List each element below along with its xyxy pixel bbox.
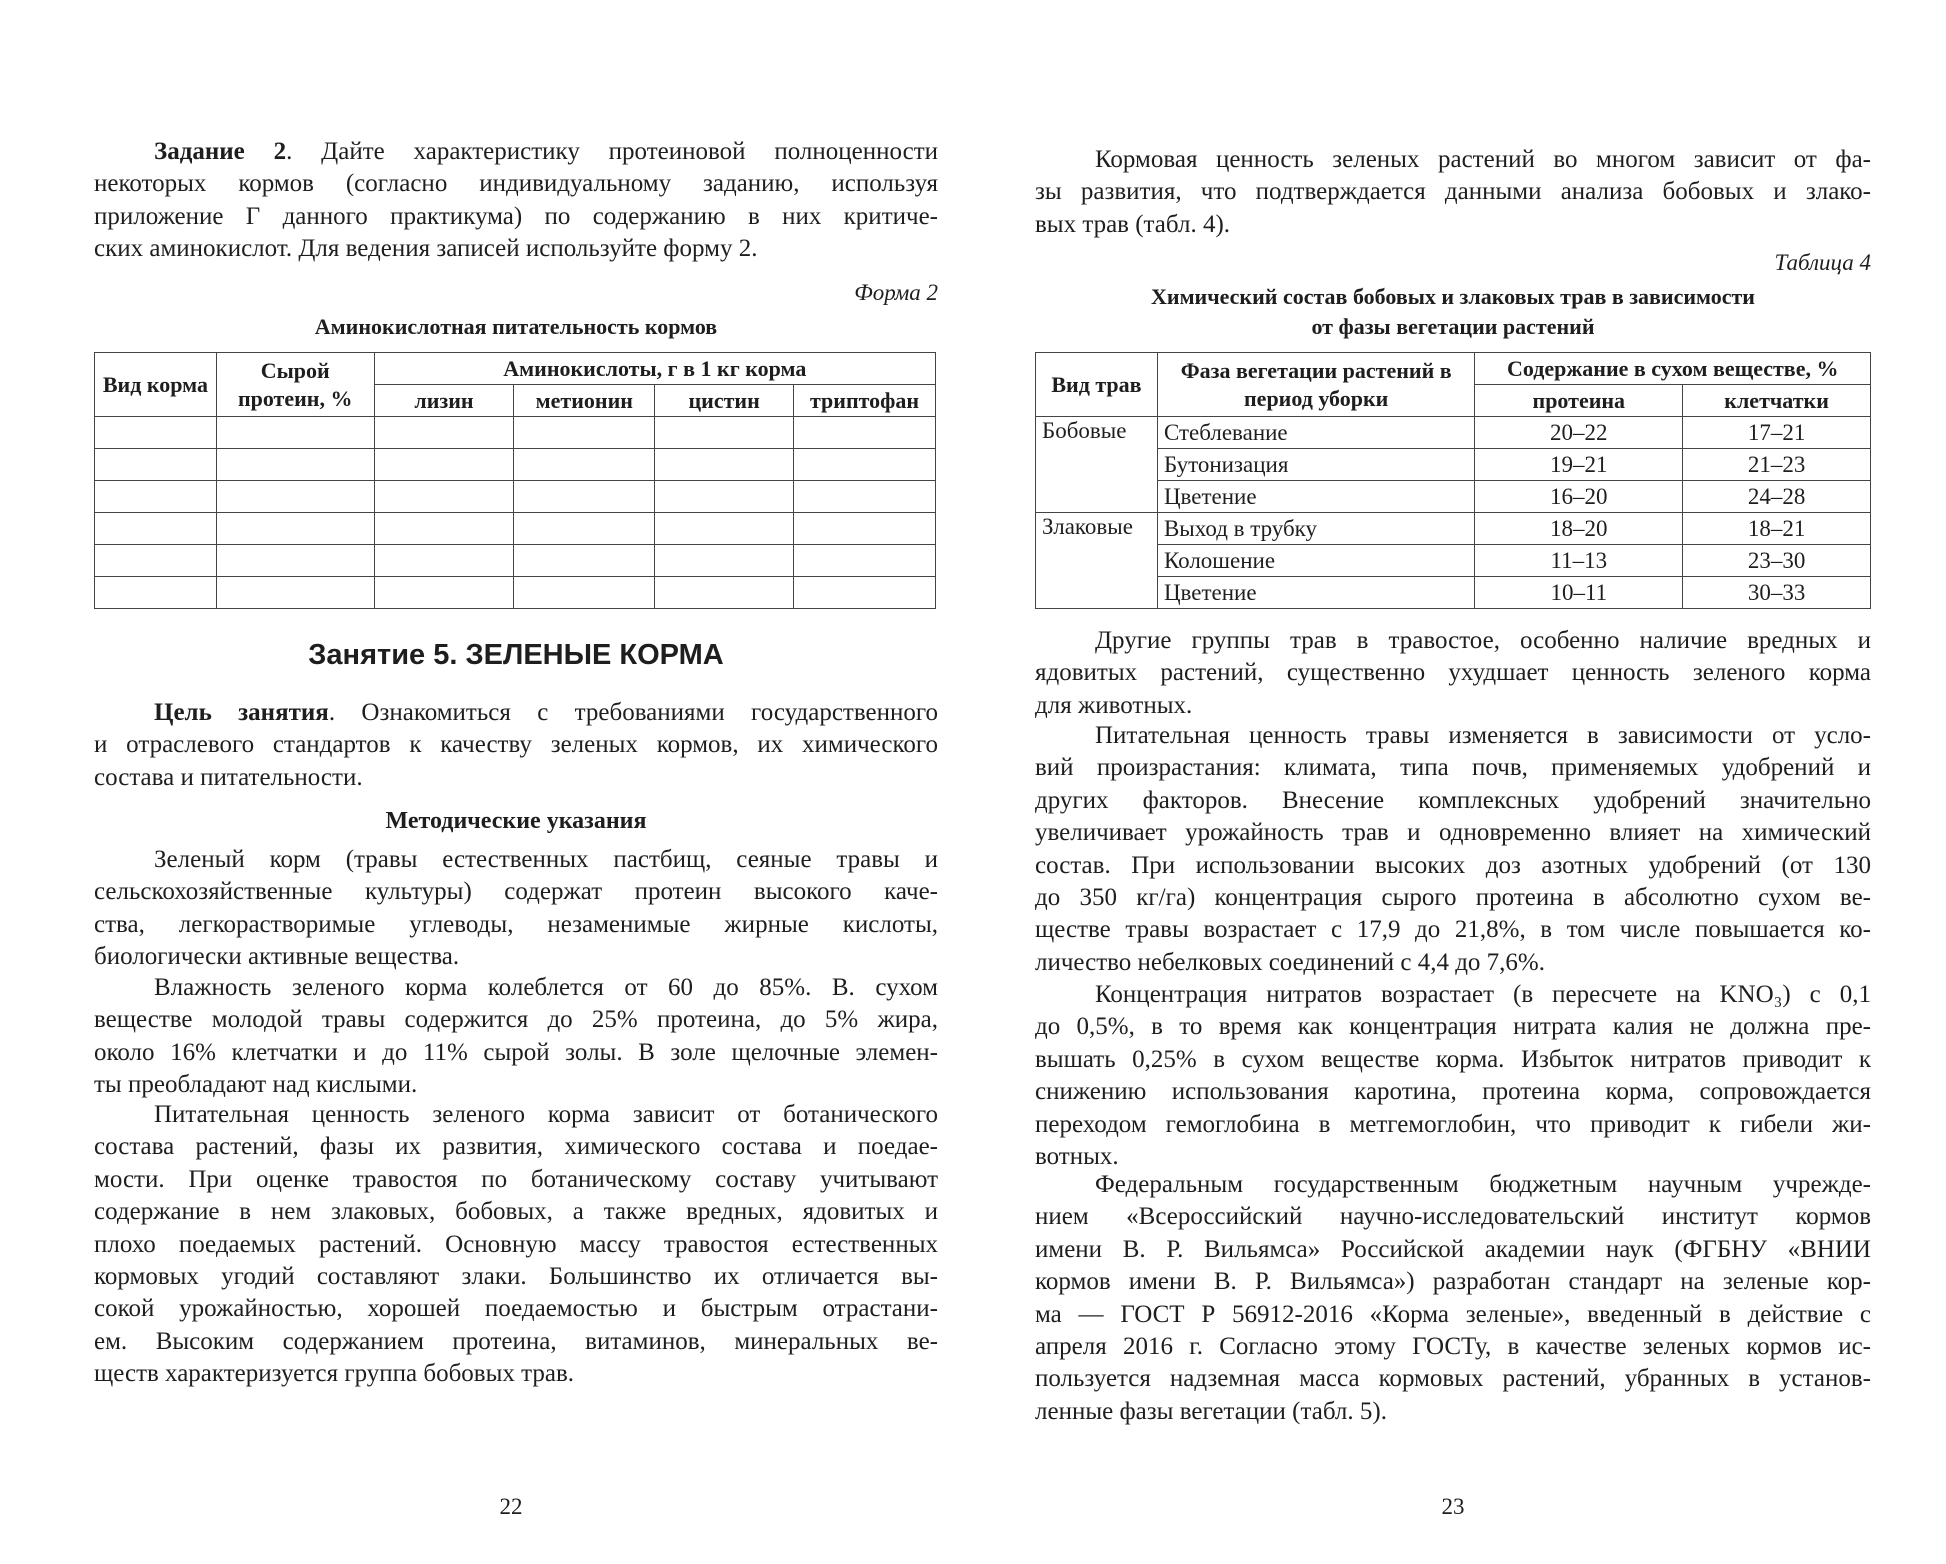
grass-type-cell: Злаковые	[1036, 513, 1158, 609]
text-line: Федеральным государственным бюджетным научным учрежде-	[1095, 1171, 1871, 1198]
text-line: около 16% клетчатки и до 11% сырой золы. В золе щелочные элемен-	[94, 1038, 938, 1066]
table-row	[95, 417, 936, 449]
intro-paragraph	[1035, 144, 1871, 241]
empty-cell	[794, 449, 936, 481]
text-line: сельскохозяйственные культуры) содержат протеин высокого каче-	[94, 878, 938, 906]
empty-cell	[216, 577, 374, 609]
header-feed-type: Вид корма	[95, 353, 217, 417]
header-protein: протеина	[1475, 385, 1683, 417]
empty-cell	[794, 513, 936, 545]
table-title-line: от фазы вегетации растений	[1311, 314, 1595, 339]
fiber-cell: 21–23	[1683, 449, 1871, 481]
text-line: ем. Высоким содержанием протеина, витаминов, минеральных ве-	[94, 1327, 938, 1355]
empty-cell	[374, 417, 514, 449]
fiber-cell: 30–33	[1683, 577, 1871, 609]
empty-cell	[794, 577, 936, 609]
goal-paragraph	[94, 697, 938, 794]
text-line: ства, легкорастворимые углеводы, незаменимые жирные кислоты,	[94, 910, 938, 938]
empty-cell	[95, 481, 217, 513]
protein-cell: 11–13	[1475, 545, 1683, 577]
empty-cell	[514, 417, 655, 449]
text-line	[94, 136, 938, 168]
phase-cell: Цветение	[1157, 577, 1475, 609]
text-line: вых трав (табл. 4).	[1035, 210, 1231, 238]
task-paragraph	[94, 136, 938, 266]
phase-cell: Стеблевание	[1157, 417, 1475, 449]
text-line: Концентрация нитратов возрастает (в пересчете на KNO₃) с 0,1	[1095, 981, 1871, 1008]
empty-cell	[374, 545, 514, 577]
table-row	[95, 513, 936, 545]
paragraph	[1035, 1169, 1871, 1428]
text-line: ма — ГОСТ Р 56912-2016 «Корма зеленые», введенный в действие с	[1035, 1300, 1871, 1328]
method-heading: Методические указания	[385, 808, 647, 834]
lesson-heading: Занятие 5. ЗЕЛЕНЫЕ КОРМА	[308, 639, 724, 671]
text-line: Влажность зеленого корма колеблется от 60 до 85%. В. сухом	[154, 974, 938, 1001]
paragraph	[94, 1099, 938, 1391]
paragraph	[1035, 625, 1871, 722]
text-line: сокой урожайностью, хорошей поедаемостью и быстрым отрастани-	[94, 1295, 938, 1323]
text-line: зы развития, что подтверждается данными анализа бобовых и злако-	[1035, 178, 1871, 206]
text-line: ществ характеризуется группа бобовых трав.	[94, 1360, 575, 1388]
empty-cell	[514, 577, 655, 609]
text-line: состава растений, фазы их развития, химического состава и поедае-	[94, 1133, 938, 1161]
text-line: Питательная ценность травы изменяется в зависимости от усло-	[1095, 722, 1871, 749]
text-line: состава и питательности.	[94, 763, 363, 791]
header-phase: Фаза вегетации растений в период уборки	[1157, 353, 1475, 417]
table-row	[95, 577, 936, 609]
page-number: 22	[499, 1494, 523, 1519]
text-line: кормовых угодий составляют злаки. Большинство их отличается вы-	[94, 1262, 938, 1290]
text-line: Кормовая ценность зеленых растений во многом зависит от фа-	[1095, 146, 1871, 173]
text-line: ществе травы возрастает с 17,9 до 21,8%, в том числе повышается ко-	[1035, 916, 1871, 944]
table-row	[95, 545, 936, 577]
header-crude-protein: Сырой протеин, %	[216, 353, 374, 417]
table-row	[1036, 577, 1871, 609]
goal-lead: Цель занятия	[154, 699, 329, 726]
empty-cell	[655, 545, 794, 577]
fiber-cell: 23–30	[1683, 545, 1871, 577]
form-title: Аминокислотная питательность кормов	[314, 314, 718, 339]
protein-cell: 10–11	[1475, 577, 1683, 609]
text-line: вий произрастания: климата, типа почв, применяемых удобрений и	[1035, 754, 1871, 782]
text-line: других факторов. Внесение комплексных удобрений значительно	[1035, 786, 1871, 814]
text-line: веществе молодой травы содержится до 25% протеина, до 5% жира,	[94, 1006, 938, 1034]
empty-cell	[794, 481, 936, 513]
text-line: вышать 0,25% в сухом веществе корма. Избыток нитратов приводит к	[1035, 1045, 1871, 1073]
text-line: увеличивает урожайность трав и одновременно влияет на химический	[1035, 819, 1871, 847]
text-line: пользуется надземная масса кормовых растений, убранных в установ-	[1035, 1365, 1871, 1393]
header-amino-acids: Аминокислоты, г в 1 кг корма	[374, 353, 935, 385]
empty-cell	[95, 417, 217, 449]
phase-cell: Бутонизация	[1157, 449, 1475, 481]
table-label: Таблица 4	[1774, 250, 1871, 275]
empty-cell	[216, 481, 374, 513]
table-row	[1036, 449, 1871, 481]
grass-type-cell: Бобовые	[1036, 417, 1158, 513]
text-line: для животных.	[1035, 691, 1193, 719]
text-line: Зеленый корм (травы естественных пастбищ, сеяные травы и	[154, 846, 938, 873]
text-line: ских аминокислот. Для ведения записей используйте форму 2.	[94, 235, 758, 263]
header-lysine: лизин	[374, 385, 514, 417]
text-line: Питательная ценность зеленого корма зависит от ботанического	[154, 1101, 938, 1128]
text-line: кормов имени В. Р. Вильямса») разработан стандарт на зеленые кор-	[1035, 1268, 1871, 1296]
header-grass-type: Вид трав	[1036, 353, 1158, 417]
text-line: плохо поедаемых растений. Основную массу травостоя естественных	[94, 1230, 938, 1258]
table-row	[1036, 513, 1871, 545]
empty-cell	[514, 449, 655, 481]
table-4	[1035, 352, 1871, 609]
table-title-line: Химический состав бобовых и злаковых трав в зависимости	[1151, 284, 1755, 309]
text-line: нием «Всероссийский научно-исследовательский институт кормов	[1035, 1203, 1871, 1231]
text-line: ты преобладают над кислыми.	[94, 1071, 418, 1099]
empty-cell	[374, 449, 514, 481]
fiber-cell: 17–21	[1683, 417, 1871, 449]
text-line: ленные фазы вегетации (табл. 5).	[1035, 1397, 1387, 1425]
header-content: Содержание в сухом веществе, %	[1475, 353, 1871, 385]
table-row	[1036, 417, 1871, 449]
paragraph	[1035, 720, 1871, 979]
empty-cell	[514, 513, 655, 545]
protein-cell: 19–21	[1475, 449, 1683, 481]
text-line: апреля 2016 г. Согласно этому ГОСТу, в качестве зеленых кормов ис-	[1035, 1332, 1871, 1360]
phase-cell: Колошение	[1157, 545, 1475, 577]
table-row	[1036, 545, 1871, 577]
empty-cell	[794, 417, 936, 449]
text-line: содержание в нем злаковых, бобовых, а также вредных, ядовитых и	[94, 1198, 938, 1226]
text-line: приложение Г данного практикума) по содержанию в них критиче-	[94, 202, 938, 230]
empty-cell	[95, 577, 217, 609]
empty-cell	[655, 577, 794, 609]
text-line: личество небелковых соединений с 4,4 до 7,6%.	[1035, 948, 1545, 976]
protein-cell: 18–20	[1475, 513, 1683, 545]
table-row	[1036, 481, 1871, 513]
empty-cell	[95, 545, 217, 577]
page-number: 23	[1441, 1494, 1465, 1519]
text-line: некоторых кормов (согласно индивидуальному заданию, используя	[94, 170, 938, 198]
empty-cell	[374, 481, 514, 513]
task-lead: Задание 2	[154, 138, 287, 165]
empty-cell	[95, 449, 217, 481]
empty-cell	[655, 449, 794, 481]
empty-cell	[655, 481, 794, 513]
text-line-rest: . Ознакомиться с требованиями государственного	[328, 699, 938, 726]
empty-cell	[655, 417, 794, 449]
empty-cell	[374, 513, 514, 545]
paragraph	[1035, 979, 1871, 1173]
header-methionine: метионин	[514, 385, 655, 417]
text-line: мости. При оценке травостоя по ботаническому составу учитывают	[94, 1165, 938, 1193]
text-line: имени В. Р. Вильямса» Российской академии наук (ФГБНУ «ВНИИ	[1035, 1235, 1871, 1263]
paragraph	[94, 844, 938, 974]
empty-cell	[216, 513, 374, 545]
table-title	[1035, 282, 1871, 342]
text-line: биологически активные вещества.	[94, 943, 460, 971]
text-line: вотных.	[1035, 1142, 1119, 1170]
text-line: переходом гемоглобина в метгемоглобин, что приводит к гибели жи-	[1035, 1110, 1871, 1138]
empty-cell	[216, 449, 374, 481]
empty-cell	[794, 545, 936, 577]
table-row	[95, 449, 936, 481]
text-line: Другие группы трав в травостое, особенно наличие вредных и	[1095, 627, 1871, 654]
text-line: до 350 кг/га) концентрация сырого протеина в абсолютно сухом ве-	[1035, 883, 1871, 911]
protein-cell: 20–22	[1475, 417, 1683, 449]
fiber-cell: 18–21	[1683, 513, 1871, 545]
empty-cell	[216, 417, 374, 449]
text-line: ядовитых растений, существенно ухудшает ценность зеленого корма	[1035, 659, 1871, 687]
header-tryptophan: триптофан	[794, 385, 936, 417]
text-line-rest: . Дайте характеристику протеиновой полноценности	[286, 138, 938, 165]
empty-cell	[514, 545, 655, 577]
empty-cell	[374, 577, 514, 609]
empty-cell	[514, 481, 655, 513]
form-label: Форма 2	[854, 280, 938, 305]
header-fiber: клетчатки	[1683, 385, 1871, 417]
text-line: до 0,5%, в то время как концентрация нитрата калия не должна пре-	[1035, 1013, 1871, 1041]
text-line: состав. При использовании высоких доз азотных удобрений (от 130	[1035, 851, 1871, 879]
form-2-table	[94, 352, 936, 609]
text-line: и отраслевого стандартов к качеству зеленых кормов, их химического	[94, 731, 938, 759]
header-cystine: цистин	[655, 385, 794, 417]
phase-cell: Выход в трубку	[1157, 513, 1475, 545]
empty-cell	[655, 513, 794, 545]
empty-cell	[216, 545, 374, 577]
fiber-cell: 24–28	[1683, 481, 1871, 513]
text-line	[94, 697, 938, 729]
protein-cell: 16–20	[1475, 481, 1683, 513]
phase-cell: Цветение	[1157, 481, 1475, 513]
table-row	[95, 481, 936, 513]
empty-cell	[95, 513, 217, 545]
text-line: снижению использования каротина, протеина корма, сопровождается	[1035, 1078, 1871, 1106]
paragraph	[94, 972, 938, 1102]
